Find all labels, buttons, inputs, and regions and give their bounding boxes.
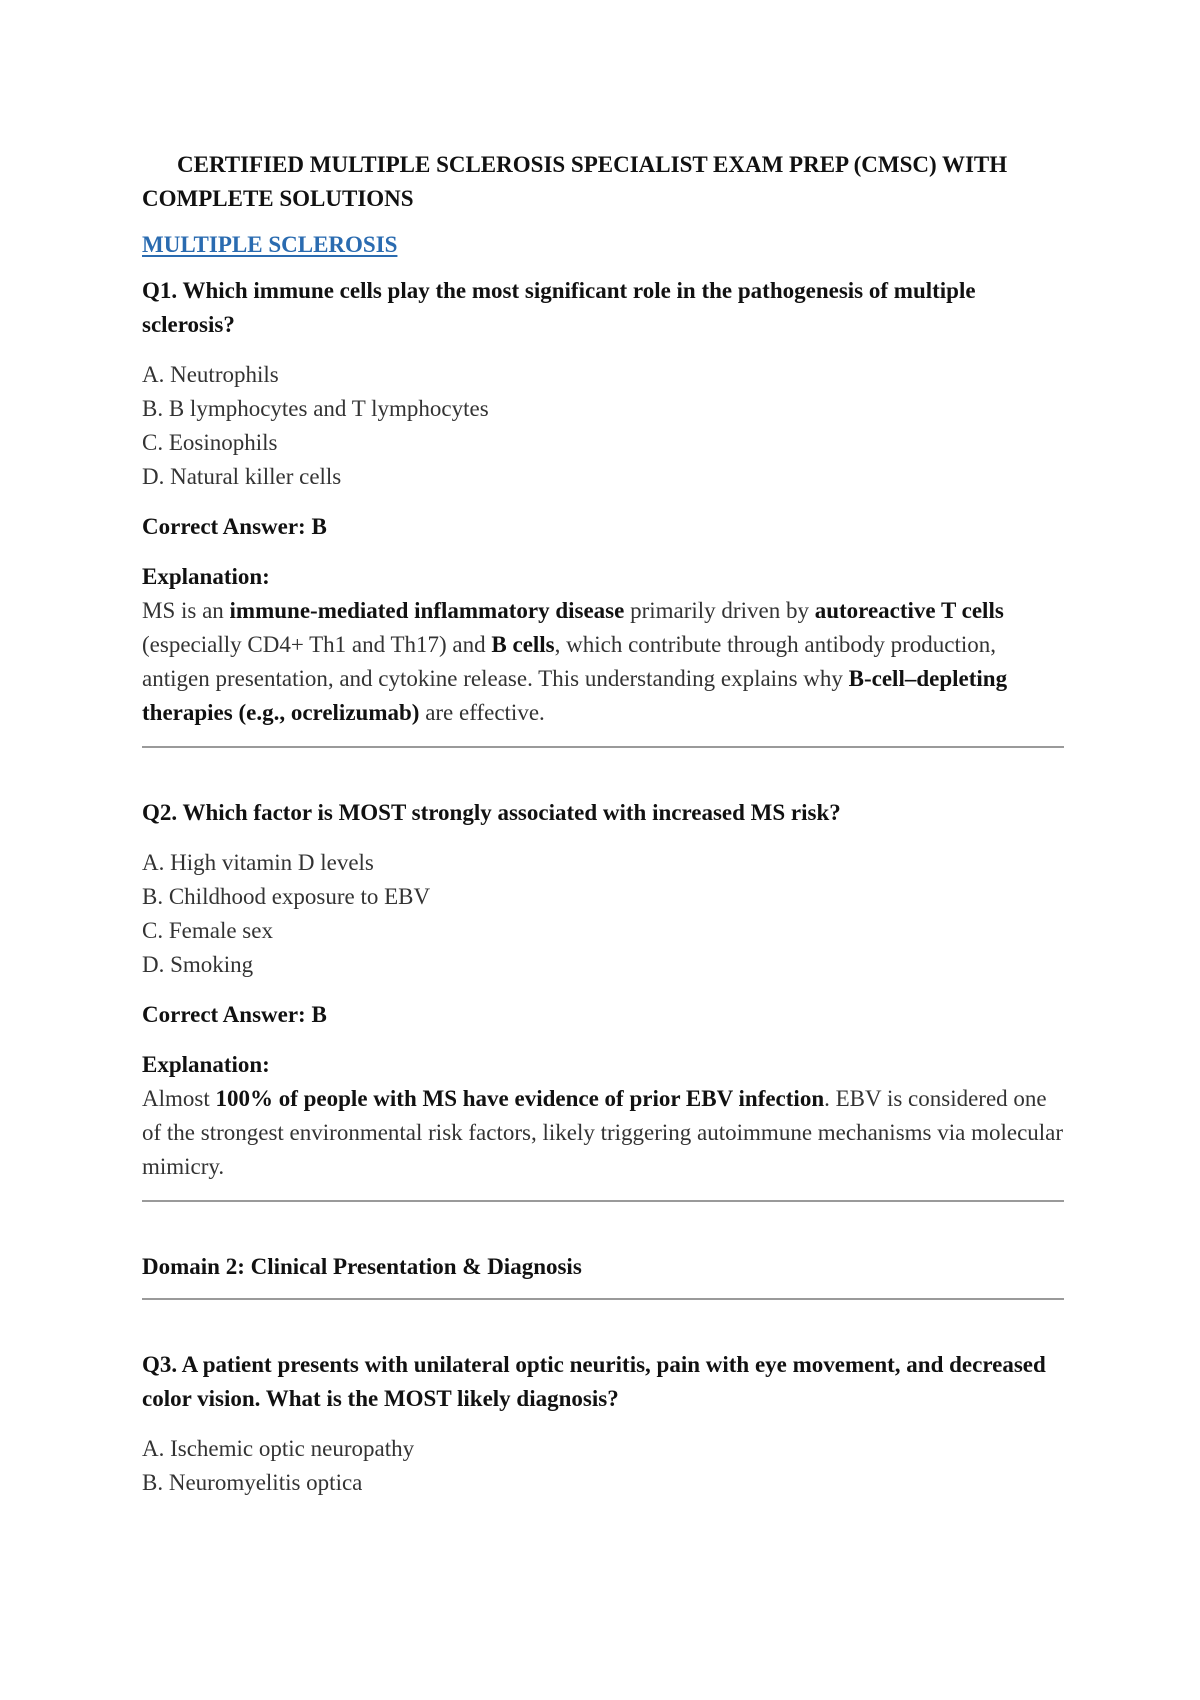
question-3-options <box>142 1432 1064 1500</box>
option: D. Natural killer cells <box>142 464 342 489</box>
option: A. Ischemic optic neuropathy <box>142 1436 415 1461</box>
document-title: CERTIFIED MULTIPLE SCLEROSIS SPECIALIST EXAM PREP (CMSC) WITH COMPLETE SOLUTIONS <box>142 152 1008 211</box>
domain-heading: Domain 2: Clinical Presentation & Diagnosis <box>142 1254 582 1279</box>
question-1: Q1. Which immune cells play the most significant role in the pathogenesis of multiple sclerosis? <box>142 278 976 337</box>
explanation-label: Explanation: <box>142 1052 270 1077</box>
explanation-text: Almost 100% of people with MS have evidence of prior EBV infection. EBV is considered one of the strongest environmental risk factors, likely triggering autoimmune mechanisms via molecular mimicry. <box>142 1086 1064 1179</box>
question-2: Q2. Which factor is MOST strongly associated with increased MS risk? <box>142 800 841 825</box>
explanation-text: MS is an immune-mediated inflammatory disease primarily driven by autoreactive T cells (especially CD4+ Th1 and Th17) and B cells, which contribute through antibody production, antigen presentation, and cytokine release. This understanding explains why B-cell–depleting therapies (e.g., ocrelizumab) are effective. <box>142 598 1008 725</box>
explanation-label: Explanation: <box>142 564 270 589</box>
option: B. Childhood exposure to EBV <box>142 884 431 909</box>
option: B. Neuromyelitis optica <box>142 1470 363 1495</box>
question-3: Q3. A patient presents with unilateral optic neuritis, pain with eye movement, and decreased color vision. What is the MOST likely diagnosis? <box>142 1352 1046 1411</box>
option: B. B lymphocytes and T lymphocytes <box>142 396 489 421</box>
option: A. Neutrophils <box>142 362 279 387</box>
correct-answer: Correct Answer: B <box>142 514 327 539</box>
question-2-options <box>142 846 1064 982</box>
option: C. Eosinophils <box>142 430 278 455</box>
option: C. Female sex <box>142 918 273 943</box>
option: A. High vitamin D levels <box>142 850 374 875</box>
option: D. Smoking <box>142 952 254 977</box>
correct-answer: Correct Answer: B <box>142 1002 327 1027</box>
question-1-options <box>142 358 1064 494</box>
section-link-multiple-sclerosis[interactable]: MULTIPLE SCLEROSIS <box>142 232 398 257</box>
